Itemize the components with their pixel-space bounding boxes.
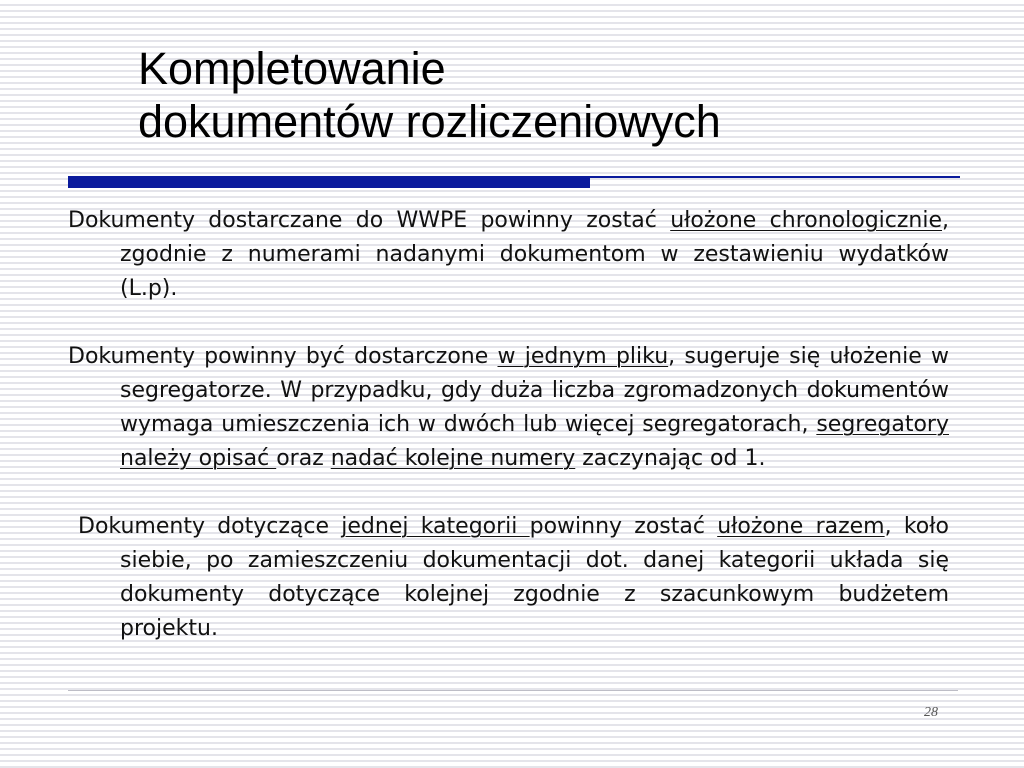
bullet-paragraph-3 bbox=[68, 510, 949, 646]
paragraph-3-emphasis-2: ułożone razem bbox=[717, 514, 885, 539]
paragraph-3-text-1: Dokumenty dotyczące bbox=[78, 514, 342, 539]
footer-divider bbox=[68, 690, 958, 691]
paragraph-2-emphasis-2: segregatory należy opisać bbox=[120, 412, 949, 471]
paragraph-2-emphasis-3: nadać kolejne numery bbox=[330, 446, 576, 471]
paragraph-1-text-1: Dokumenty dostarczane do WWPE powinny zostać bbox=[68, 208, 671, 233]
title-underline-thin bbox=[590, 176, 960, 178]
paragraph-1-emphasis-1: ułożone chronologicznie bbox=[670, 208, 943, 233]
paragraph-3-emphasis-1: jednej kategorii bbox=[341, 514, 530, 539]
paragraph-2-text-4: zaczynając od 1. bbox=[575, 446, 766, 471]
slide-title-line-1: Kompletowanie bbox=[138, 43, 446, 94]
bullet-paragraph-2 bbox=[68, 340, 949, 476]
paragraph-2-text-3: oraz bbox=[276, 446, 331, 471]
paragraph-1-text-2: , zgodnie z numerami nadanymi dokumentom w zestawieniu wydatków (L.p). bbox=[120, 208, 950, 301]
slide-title bbox=[138, 42, 721, 148]
title-underline-thick bbox=[68, 176, 590, 188]
paragraph-2-text-2: , sugeruje się ułożenie w segregatorze. W przypadku, gdy duża liczba zgromadzonych dokumentów wymaga umieszczenia ich w dwóch lub więcej segregatorach, bbox=[120, 344, 949, 437]
paragraph-3-text-3: , koło siebie, po zamieszczeniu dokumentacji dot. danej kategorii układa się dokumenty dotyczące kolejnej zgodnie z szacunkowym budżetem projektu. bbox=[120, 514, 949, 641]
paragraph-3-text-2: powinny zostać bbox=[529, 514, 718, 539]
page-number: 28 bbox=[924, 705, 938, 720]
slide-body bbox=[68, 204, 949, 646]
paragraph-2-emphasis-1: w jednym pliku bbox=[497, 344, 669, 369]
bullet-paragraph-1 bbox=[68, 204, 949, 306]
paragraph-2-text-1: Dokumenty powinny być dostarczone bbox=[68, 344, 498, 369]
slide-title-line-2: dokumentów rozliczeniowych bbox=[138, 96, 721, 147]
